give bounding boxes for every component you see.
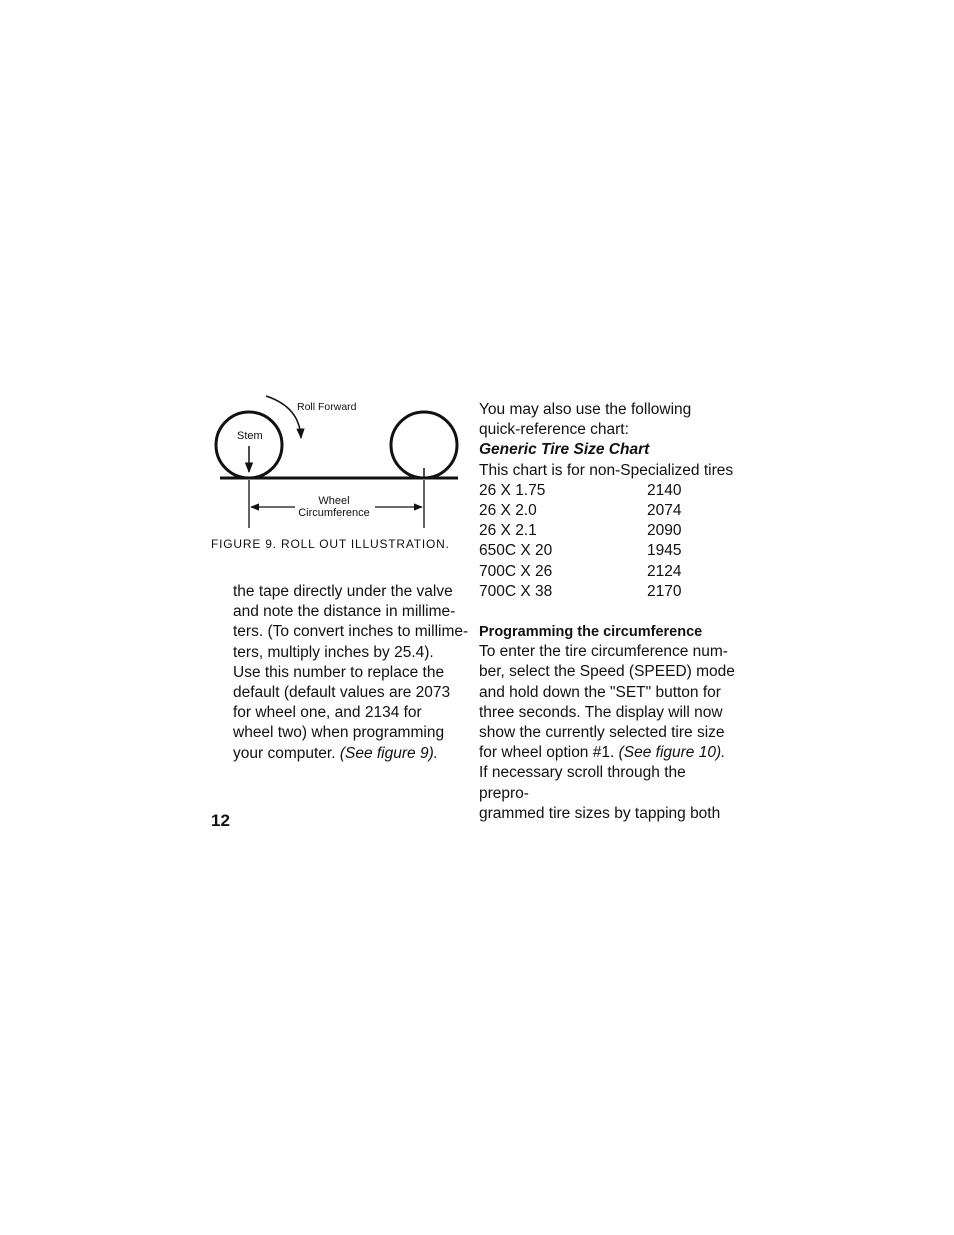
roll-forward-arrow (266, 396, 301, 438)
tire-size: 26 X 2.1 (479, 522, 537, 540)
text-line: for wheel one, and 2134 for (233, 704, 422, 722)
text-line: wheel two) when programming (233, 724, 445, 742)
tire-value: 2124 (647, 562, 682, 580)
wheel-circumference-label (296, 495, 372, 519)
text-line: ber, select the Speed (SPEED) mode (479, 663, 735, 681)
tire-size: 26 X 2.0 (479, 502, 537, 520)
table-row (479, 541, 681, 561)
right-column-text (479, 400, 739, 824)
tire-value: 1945 (647, 542, 682, 560)
figure-caption: FIGURE 9. ROLL OUT ILLUSTRATION. (211, 537, 450, 551)
text-line: three seconds. The display will now (479, 703, 723, 721)
spacer (479, 602, 739, 622)
wheel-label-line2: Circumference (298, 507, 370, 519)
text-line: grammed tire sizes by tapping both (479, 804, 721, 822)
left-column-text (233, 582, 473, 764)
text-plain: for wheel option #1. (479, 744, 619, 762)
intro-line: You may also use the following (479, 401, 692, 418)
text-line: To enter the tire circumference num- (479, 643, 728, 661)
tire-value: 2074 (647, 502, 682, 520)
tire-size: 26 X 1.75 (479, 481, 546, 499)
text-line: ters. (To convert inches to millime- (233, 623, 469, 641)
table-row (479, 481, 681, 501)
text-line: If necessary scroll through the prepro- (479, 764, 686, 802)
text-line: show the currently selected tire size (479, 724, 725, 742)
intro-line: quick-reference chart: (479, 421, 629, 439)
chart-title: Generic Tire Size Chart (479, 441, 650, 459)
text-line: Use this number to replace the (233, 663, 445, 681)
text-line: ters, multiply inches by 25.4). (233, 643, 434, 661)
wheel-label-line1: Wheel (318, 495, 350, 507)
table-row (479, 562, 681, 582)
table-row (479, 501, 681, 521)
tire-size: 650C X 20 (479, 542, 553, 560)
tire-size: 700C X 38 (479, 582, 553, 600)
table-row (479, 521, 681, 541)
page-number: 12 (211, 811, 230, 830)
roll-out-figure (200, 388, 470, 538)
text-line-last (233, 744, 473, 764)
text-line: and note the distance in millime- (233, 603, 456, 621)
figure-reference: (See figure 9). (339, 744, 439, 762)
text-line: default (default values are 2073 (233, 684, 451, 702)
table-row (479, 582, 681, 602)
chart-note: This chart is for non-Specialized tires (479, 461, 734, 479)
tire-size: 700C X 26 (479, 562, 553, 580)
tire-value: 2170 (647, 582, 682, 600)
text-line: the tape directly under the valve (233, 583, 453, 600)
tire-size-table (479, 481, 681, 602)
roll-forward-label: Roll Forward (297, 401, 357, 413)
text-line: and hold down the "SET" button for (479, 683, 721, 701)
text-plain: your computer. (233, 744, 340, 762)
stem-label: Stem (237, 430, 263, 442)
tire-value: 2090 (647, 522, 682, 540)
section-heading: Programming the circumference (479, 624, 703, 641)
text-line (479, 743, 739, 763)
tire-value: 2140 (647, 481, 682, 499)
figure-reference: (See figure 10). (618, 744, 726, 762)
